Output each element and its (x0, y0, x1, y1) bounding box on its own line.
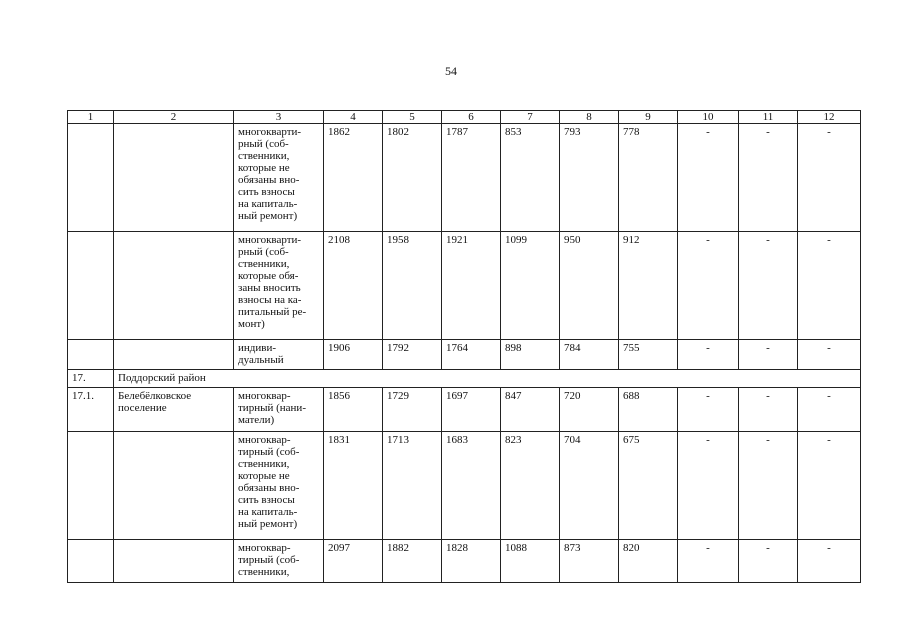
value-cell: 778 (619, 124, 678, 232)
settlement-cell (114, 540, 234, 583)
row-number-cell (68, 124, 114, 232)
housing-type-cell: индиви- дуальный (234, 340, 324, 370)
value-cell: 720 (560, 388, 619, 432)
header-cell: 2 (114, 111, 234, 124)
district-title-cell: Поддорский район (114, 370, 861, 388)
row-number-cell (68, 540, 114, 583)
value-cell: 1882 (383, 540, 442, 583)
value-cell: 755 (619, 340, 678, 370)
value-cell: - (798, 124, 861, 232)
value-cell: 847 (501, 388, 560, 432)
value-cell: - (678, 432, 739, 540)
value-cell: - (798, 232, 861, 340)
value-cell: - (739, 432, 798, 540)
value-cell: 853 (501, 124, 560, 232)
settlement-cell (114, 232, 234, 340)
value-cell: 1828 (442, 540, 501, 583)
value-cell: - (678, 124, 739, 232)
table-row (68, 432, 861, 540)
value-cell: - (798, 432, 861, 540)
value-cell: 675 (619, 432, 678, 540)
header-row (68, 111, 861, 124)
settlement-cell (114, 432, 234, 540)
value-cell: 1764 (442, 340, 501, 370)
table-row (68, 232, 861, 340)
value-cell: - (798, 388, 861, 432)
header-cell: 11 (739, 111, 798, 124)
value-cell: 1099 (501, 232, 560, 340)
row-number-cell (68, 340, 114, 370)
row-number-cell (68, 432, 114, 540)
header-cell: 5 (383, 111, 442, 124)
value-cell: 1862 (324, 124, 383, 232)
value-cell: 1906 (324, 340, 383, 370)
value-cell: 1792 (383, 340, 442, 370)
housing-type-cell: многоквар- тирный (соб- ственники, (234, 540, 324, 583)
value-cell: 1697 (442, 388, 501, 432)
value-cell: - (739, 232, 798, 340)
value-cell: 1856 (324, 388, 383, 432)
settlement-cell: Белебёлковское поселение (114, 388, 234, 432)
value-cell: 688 (619, 388, 678, 432)
header-cell: 9 (619, 111, 678, 124)
value-cell: 793 (560, 124, 619, 232)
value-cell: 784 (560, 340, 619, 370)
value-cell: 1958 (383, 232, 442, 340)
value-cell: 1713 (383, 432, 442, 540)
housing-type-cell: многоквартирный (соб- ственники, которые обя- заны вносить взносы на ка- питальный ре- монт) (234, 232, 324, 340)
value-cell: 704 (560, 432, 619, 540)
value-cell: - (678, 340, 739, 370)
value-cell: 898 (501, 340, 560, 370)
table-row (68, 370, 861, 388)
value-cell: - (739, 340, 798, 370)
value-cell: - (798, 540, 861, 583)
header-cell: 1 (68, 111, 114, 124)
header-cell: 7 (501, 111, 560, 124)
value-cell: 823 (501, 432, 560, 540)
value-cell: 820 (619, 540, 678, 583)
header-cell: 3 (234, 111, 324, 124)
housing-type-cell: многоквар- тирный (нани- матели) (234, 388, 324, 432)
header-cell: 4 (324, 111, 383, 124)
value-cell: 1683 (442, 432, 501, 540)
row-number-cell: 17. (68, 370, 114, 388)
settlement-cell (114, 340, 234, 370)
housing-type-cell: многоквартирный (соб- ственники, которые не обязаны вно- сить взносы на капиталь- ный ремонт) (234, 124, 324, 232)
header-cell: 10 (678, 111, 739, 124)
table-row (68, 540, 861, 583)
value-cell: 1921 (442, 232, 501, 340)
housing-type-cell: многоквар- тирный (соб- ственники, которые не обязаны вно- сить взносы на капиталь- ный ремонт) (234, 432, 324, 540)
row-number-cell: 17.1. (68, 388, 114, 432)
value-cell: - (678, 388, 739, 432)
value-cell: 1729 (383, 388, 442, 432)
value-cell: - (739, 124, 798, 232)
value-cell: - (739, 388, 798, 432)
header-cell: 8 (560, 111, 619, 124)
value-cell: - (739, 540, 798, 583)
value-cell: 873 (560, 540, 619, 583)
value-cell: 2108 (324, 232, 383, 340)
page-number: 54 (445, 64, 457, 78)
value-cell: 950 (560, 232, 619, 340)
value-cell: 1787 (442, 124, 501, 232)
value-cell: 912 (619, 232, 678, 340)
header-cell: 6 (442, 111, 501, 124)
table-row (68, 340, 861, 370)
tariff-table (67, 110, 861, 583)
value-cell: 2097 (324, 540, 383, 583)
value-cell: 1802 (383, 124, 442, 232)
value-cell: - (678, 540, 739, 583)
value-cell: 1088 (501, 540, 560, 583)
table-row (68, 388, 861, 432)
row-number-cell (68, 232, 114, 340)
value-cell: - (798, 340, 861, 370)
value-cell: 1831 (324, 432, 383, 540)
header-cell: 12 (798, 111, 861, 124)
value-cell: - (678, 232, 739, 340)
settlement-cell (114, 124, 234, 232)
table-row (68, 124, 861, 232)
